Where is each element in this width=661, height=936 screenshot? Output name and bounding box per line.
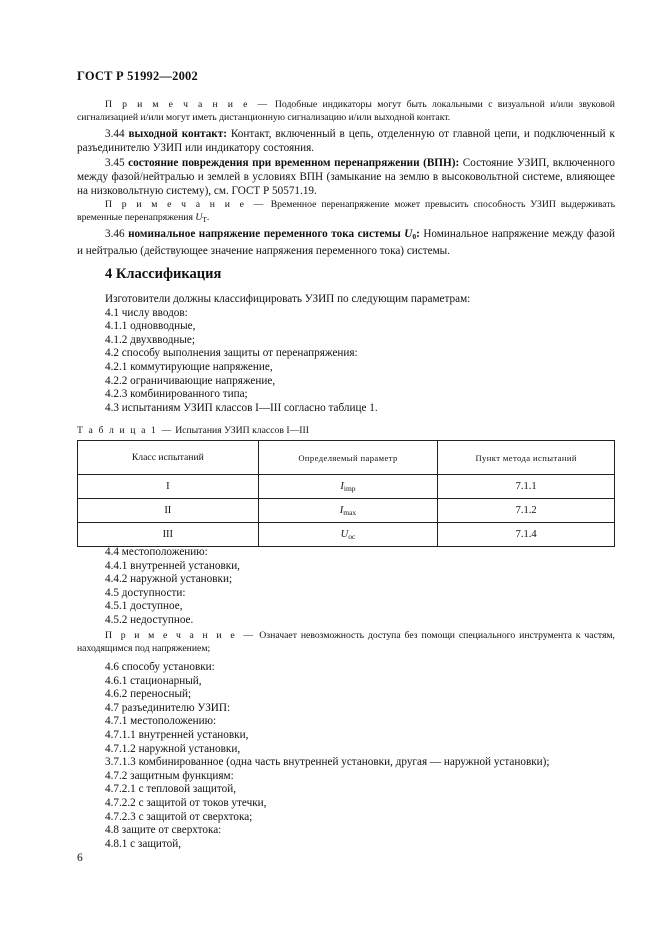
definition-number: 3.44	[105, 128, 129, 140]
list-item: 4.6.1 стационарный,	[105, 674, 202, 687]
list-item: 4.2.2 ограничивающие напряжение,	[105, 374, 276, 387]
definition-text: Контакт, включенный в цепь, отделенную от главной цепи, и подключенный к разъединителю УЗИП или индикатору состояния.	[77, 128, 615, 155]
symbol-u0: U	[404, 228, 413, 240]
parameter-cell	[258, 475, 438, 499]
clause-cell: 7.1.4	[438, 523, 615, 547]
classification-list	[105, 293, 470, 415]
definition-text: Номинальное напряжение между фазой и нейтралью (действующее значение напряжения переменного тока) системы.	[77, 228, 615, 258]
note-label: П р и м е ч а н и е —	[105, 99, 270, 110]
note-indicators	[77, 99, 615, 125]
list-item: 4.5 доступности:	[105, 586, 186, 599]
table-caption	[77, 425, 309, 436]
list-item: 4.8 защите от сверхтока:	[105, 824, 222, 837]
definition-term: выходной контакт:	[128, 128, 227, 140]
list-item: 4.7 разъединителю УЗИП:	[105, 701, 231, 714]
list-item: 4.5.2 недоступное.	[105, 613, 194, 626]
list-item: 4.7.1.2 наружной установки,	[105, 742, 241, 755]
list-item: 4.7.1.1 внутренней установки,	[105, 728, 249, 741]
clause-cell: 7.1.1	[438, 475, 615, 499]
note-end: .	[206, 211, 210, 223]
parameter-subscript: max	[343, 507, 357, 517]
parameter-subscript: oc	[348, 531, 356, 541]
definition-number: 3.46	[105, 228, 129, 240]
tests-table	[77, 440, 615, 547]
standard-header: ГОСТ Р 51992—2002	[77, 69, 198, 83]
list-item: 4.6 способу установки:	[105, 661, 215, 673]
list-item: 4.4.2 наружной установки;	[105, 573, 233, 586]
parameter-symbol: I	[339, 504, 344, 516]
note-text: Временное перенапряжение может превысить способность УЗИП выдерживать временные перенапряжения	[77, 199, 615, 223]
list-item: 4.7.2.3 с защитой от сверхтока;	[105, 810, 253, 823]
definition-3-45	[77, 156, 615, 199]
list-item: Изготовители должны классифицировать УЗИП по следующим параметрам:	[105, 293, 471, 305]
list-item: 4.1 числу вводов:	[105, 306, 188, 319]
parameter-subscript: imp	[343, 483, 356, 493]
page-number: 6	[77, 852, 83, 864]
symbol-subscript: T	[202, 214, 207, 224]
list-item: 4.1.2 двухвводные;	[105, 333, 195, 346]
list-item: 4.6.2 переносный;	[105, 688, 192, 701]
list-item: 4.5.1 доступное,	[105, 600, 183, 613]
table-header-row	[78, 441, 615, 475]
list-item: 4.4 местоположению:	[105, 546, 208, 558]
definition-3-46	[77, 227, 615, 258]
list-item: 4.7.2 защитным функциям:	[105, 769, 234, 782]
definition-term: состояние повреждения при временном перенапряжении (ВПН):	[128, 157, 460, 169]
definition-term: номинальное напряжение переменного тока системы	[128, 228, 405, 240]
list-item: 4.3 испытаниям УЗИП классов I—III согласно таблице 1.	[105, 401, 378, 414]
note-text: Подобные индикаторы могут быть локальными с визуальной и/или звуковой сигнализацией и/или могут иметь дистанционную сигнализацию и/или выходной контакт.	[77, 99, 615, 123]
list-item: 4.7.2.2 с защитой от токов утечки,	[105, 796, 267, 809]
parameter-symbol: I	[340, 480, 344, 492]
list-item: 4.2.1 коммутирующие напряжение,	[105, 360, 273, 373]
table-row	[78, 499, 615, 523]
note-text: Означает невозможность доступа без помощи специального инструмента к частям, находящимся под напряжением;	[77, 630, 615, 654]
table-row	[78, 523, 615, 547]
installation-list	[105, 661, 550, 851]
parameter-cell	[258, 499, 438, 523]
test-class-cell: II	[78, 499, 259, 523]
symbol-subscript: 0	[412, 232, 417, 241]
note-accessibility	[77, 630, 615, 656]
definition-number: 3.45	[105, 157, 129, 169]
definition-text: Состояние УЗИП, включенного между фазой/нейтралью и землей в условиях ВПН (замыкание на землю в высоковольтной системе, влияющее на низковольтную систему), см. ГОСТ Р 50571.19.	[77, 157, 616, 198]
list-item: 4.8.1 с защитой,	[105, 837, 182, 850]
list-item: 4.1.1 одновводные,	[105, 320, 196, 333]
definition-colon: :	[416, 228, 420, 240]
note-temporary-overvoltage	[77, 199, 615, 227]
column-header: Пункт метода испытаний	[438, 441, 615, 475]
note-label: П р и м е ч а н и е —	[105, 630, 256, 641]
test-class-cell: I	[78, 475, 259, 499]
list-item: 4.2.3 комбинированного типа;	[105, 388, 248, 401]
test-class-cell: III	[78, 523, 259, 547]
definition-3-44	[77, 127, 615, 155]
list-item: 4.4.1 внутренней установки,	[105, 559, 240, 572]
table-caption-label: Т а б л и ц а 1 —	[77, 425, 173, 436]
list-item: 3.7.1.3 комбинированное (одна часть внутренней установки, другая — наружной установки);	[105, 756, 550, 769]
section-title: 4 Классификация	[105, 266, 222, 282]
list-item: 4.2 способу выполнения защиты от перенапряжения:	[105, 347, 358, 360]
table-caption-text: Испытания УЗИП классов I—III	[172, 425, 309, 436]
symbol-u: U	[195, 211, 203, 223]
location-list	[105, 546, 240, 628]
parameter-cell	[258, 523, 438, 547]
parameter-symbol: U	[340, 528, 349, 540]
column-header: Класс испытаний	[78, 441, 259, 475]
note-label: П р и м е ч а н и е —	[105, 199, 266, 210]
clause-cell: 7.1.2	[438, 499, 615, 523]
column-header: Определяемый параметр	[258, 441, 438, 475]
list-item: 4.7.2.1 с тепловой защитой,	[105, 783, 237, 796]
table-row	[78, 475, 615, 499]
list-item: 4.7.1 местоположению:	[105, 715, 217, 728]
